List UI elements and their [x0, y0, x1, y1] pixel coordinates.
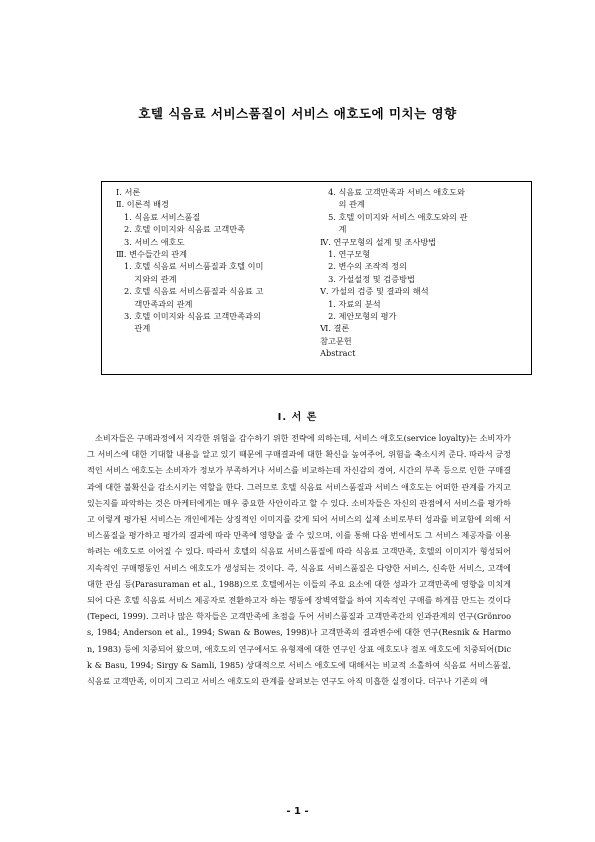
toc-item: 2. 호텔 이미지와 식음료 고객만족 [124, 224, 246, 235]
toc-item: 1. 자료의 분석 [328, 298, 381, 309]
toc-item: 4. 식음료 고객만족과 서비스 애호도와 의 관계 [328, 187, 465, 210]
section-heading: Ⅰ. 서 론 [277, 412, 318, 423]
toc-item: Ⅰ. 서론 [116, 187, 141, 197]
toc-right-column [312, 186, 525, 370]
toc-item: 2. 호텔 식음료 서비스품질과 식음료 고 객만족과의 관계 [124, 286, 264, 309]
page-number: - 1 - [286, 806, 309, 817]
toc-item: Ⅱ. 이론적 배경 [116, 199, 169, 210]
paper-title: 호텔 식음료 서비스품질이 서비스 애호도에 미치는 영향 [138, 106, 457, 121]
toc-item: 1. 연구모형 [328, 249, 371, 260]
toc-item: Abstract [320, 348, 356, 359]
body-paragraph: 소비자들은 구매과정에서 지각한 위험을 감수하기 위한 전략에 의하는데, 서비스 애호도(service loyalty)는 소비자가 그 서비스에 대한 기대할 내용을 알고 있기 때문에 구매결과에 대한 확신을 높여주어, 위험을 축소시켜 준다. 따라서 긍정적인 서비스 애호도는 소비자가 정보가 부족하거나 서비스를 비교하는데 자신감의 경여, 시간의 부족 등으로 인한 구매결과에 대한 불확신을 감소시키는 역할을 한다. 그러므로 호텔 식음료 서비스품질과 서비스 애호도는 어떠한 관계를 가지고 있는지를 파악하는 것은 마케터에게는 매우 중요한 사안이라고 할 수 있다. 소비자들은 자신의 관점에서 서비스를 평가하고 이렇게 평가된 서비스는 개인에게는 상징적인 이미지를 갖게 되어 서비스의 실제 소비로부터 성과를 비교함에 의해 서비스품질을 평가하고 평가의 결과에 따라 만족에 영향을 줄 수 있으며, 이를 통해 다음 번에서도 그 서비스 제공자를 이용하려는 애호도로 이어질 수 있다. 따라서 호텔의 식음료 서비스품질에 따라 식음료 고객만족, 호텔의 이미지가 형성되어 지속적인 구매행동인 서비스 애호도가 생성되는 것이다. 즉, 식음료 서비스품질은 다양한 서비스, 신속한 서비스, 고객에 대한 관심 등(Parasuraman et al., 1988)으로 호텔에서는 이들의 주요 요소에 대한 성과가 고객만족에 영향을 미치게 되어 다른 호텔 식음료 서비스 제공자로 전환하고자 하는 행동에 장벽역할을 하여 지속적인 구매를 하게끔 만드는 것이다(Tepeci, 1999). 그러나 많은 학자들은 고객만족에 초점을 두어 서비스품질과 고객만족간의 인과관계의 연구(Grönroos, 1984; Anderson et al., 1994; Swan & Bowes, 1998)나 고객만족의 결과변수에 대한 연구(Resnik & Harmon, 1983) 등에 치중되어 왔으며, 애호도의 연구에서도 유형재에 대한 연구인 상표 애호도나 점포 애호도에 치중되어(Dick & Basu, 1994; Sirgy & Samli, 1985) 상대적으로 서비스 애호도에 대해서는 비교적 소홀하여 식음료 서비스품질, 식음료 고객만족, 이미지 그리고 서비스 애호도의 관계를 살펴보는 연구도 아직 미흡한 실정이다. 더구나 기존의 애 [87, 433, 511, 687]
toc-item: Ⅳ. 연구모형의 설계 및 조사방법 [320, 236, 437, 247]
toc-item: 2. 제안모형의 평가 [328, 311, 397, 322]
toc-item: 5. 호텔 이미지와 서비스 애호도와의 관 계 [328, 211, 468, 235]
toc-item: 3. 가설설정 및 검증방법 [328, 273, 415, 284]
toc-item: 2. 변수의 조작적 정의 [328, 261, 407, 272]
toc-item: Ⅴ. 가설의 검증 및 결과의 해석 [320, 286, 429, 297]
toc-item: Ⅲ. 변수들간의 관계 [116, 249, 188, 260]
table-of-contents [101, 181, 532, 375]
toc-item: 3. 서비스 애호도 [124, 236, 185, 247]
toc-left-column [108, 186, 306, 370]
toc-item: 1. 식음료 서비스품질 [124, 211, 201, 222]
toc-item: 참고문헌 [320, 335, 352, 346]
toc-item: 1. 호텔 식음료 서비스품질과 호텔 이미 지와의 관계 [124, 261, 264, 284]
toc-item: Ⅵ. 결론 [320, 323, 350, 334]
body-text [87, 430, 511, 689]
toc-item: 3. 호텔 이미지와 식음료 고객만족과의 관계 [124, 311, 261, 334]
